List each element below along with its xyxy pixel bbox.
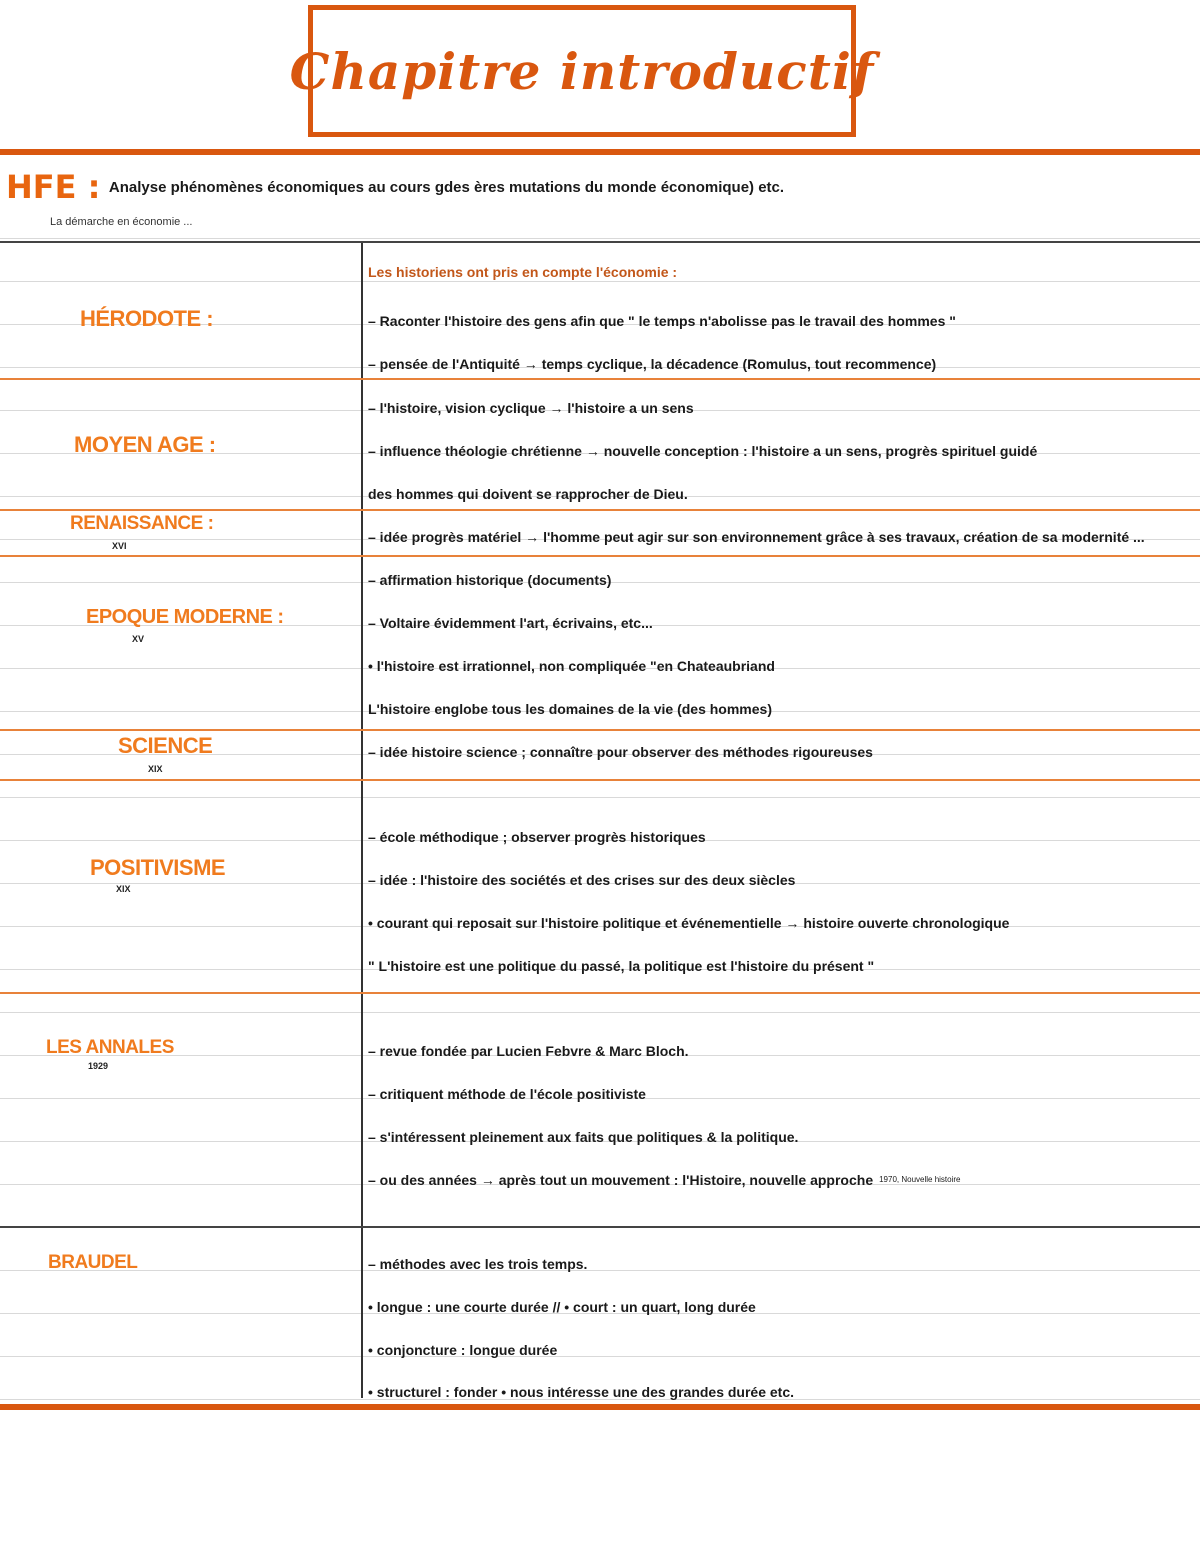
section-label-epoque-moderne: EPOQUE MODERNE : bbox=[86, 606, 284, 628]
note-line: • l'histoire est irrationnel, non compliquée "en Chateaubriand bbox=[368, 658, 775, 674]
section-label-les-annales: LES ANNALES bbox=[46, 1037, 174, 1058]
note-line: L'histoire englobe tous les domaines de la vie (des hommes) bbox=[368, 701, 772, 717]
section-label-herodote: HÉRODOTE : bbox=[80, 306, 214, 331]
header-rule bbox=[0, 241, 1200, 243]
note-line: des hommes qui doivent se rapprocher de Dieu. bbox=[368, 486, 688, 502]
note-line: " L'histoire est une politique du passé, la politique est l'histoire du présent " bbox=[368, 958, 875, 974]
section-divider bbox=[0, 779, 1200, 781]
column-divider bbox=[361, 243, 363, 1398]
note-line: Les historiens ont pris en compte l'économie : bbox=[368, 264, 678, 280]
page-title: Chapitre introductif bbox=[289, 41, 875, 101]
note-line bbox=[368, 1168, 1194, 1192]
note-line: – idée progrès matériel → l'homme peut agir sur son environnement grâce à ses travaux, création de sa modernité ... bbox=[368, 529, 1145, 545]
note-line: • conjoncture : longue durée bbox=[368, 1342, 558, 1358]
section-divider bbox=[0, 555, 1200, 557]
hfe-label: HFE : bbox=[6, 168, 101, 206]
section-divider bbox=[0, 1226, 1200, 1228]
note-line: – Raconter l'histoire des gens afin que " le temps n'abolisse pas le travail des hommes " bbox=[368, 313, 956, 329]
note-line: – revue fondée par Lucien Febvre & Marc Bloch. bbox=[368, 1043, 689, 1059]
section-sub: XVI bbox=[112, 541, 127, 551]
section-divider bbox=[0, 729, 1200, 731]
note-line: • longue : une courte durée // • court : un quart, long durée bbox=[368, 1299, 756, 1315]
section-label-moyen-age: MOYEN AGE : bbox=[74, 432, 216, 457]
note-line: – idée : l'histoire des sociétés et des crises sur des deux siècles bbox=[368, 872, 796, 888]
note-line: • courant qui reposait sur l'histoire politique et événementielle → histoire ouverte chronologique bbox=[368, 915, 1010, 931]
hfe-text: Analyse phénomènes économiques au cours gdes ères mutations du monde économique) etc. bbox=[108, 178, 785, 196]
section-sub: XV bbox=[132, 634, 145, 644]
note-line: – pensée de l'Antiquité → temps cyclique, la décadence (Romulus, tout recommence) bbox=[368, 356, 937, 372]
section-sub: XIX bbox=[116, 884, 131, 894]
note-line: – méthodes avec les trois temps. bbox=[368, 1256, 588, 1272]
bottom-orange-rule bbox=[0, 1404, 1200, 1410]
note-line: – influence théologie chrétienne → nouvelle conception : l'histoire a un sens, progrès spirituel guidé bbox=[368, 443, 1038, 459]
note-line: – école méthodique ; observer progrès historiques bbox=[368, 829, 706, 845]
note-line: – Voltaire évidemment l'art, écrivains, etc... bbox=[368, 615, 653, 631]
hfe-definition bbox=[6, 168, 1196, 208]
note-line: • structurel : fonder • nous intéresse une des grandes durée etc. bbox=[368, 1384, 795, 1400]
note-line-text: – ou des années → après tout un mouvement : l'Histoire, nouvelle approche bbox=[368, 1172, 874, 1188]
note-superscript: 1970, Nouvelle histoire bbox=[879, 1175, 961, 1184]
hfe-subtext: La démarche en économie ... bbox=[50, 216, 193, 228]
section-label-braudel: BRAUDEL bbox=[48, 1252, 138, 1273]
section-divider bbox=[0, 378, 1200, 380]
section-sub: XIX bbox=[148, 764, 163, 774]
section-divider bbox=[0, 992, 1200, 994]
section-divider bbox=[0, 509, 1200, 511]
note-line: – affirmation historique (documents) bbox=[368, 572, 612, 588]
top-orange-rule bbox=[0, 149, 1200, 155]
section-label-science: SCIENCE bbox=[118, 733, 213, 758]
note-line: – s'intéressent pleinement aux faits que politiques & la politique. bbox=[368, 1129, 799, 1145]
note-line: – l'histoire, vision cyclique → l'histoire a un sens bbox=[368, 400, 694, 416]
section-label-positivisme: POSITIVISME bbox=[90, 855, 226, 880]
section-label-renaissance: RENAISSANCE : bbox=[70, 513, 214, 534]
title-box bbox=[289, 5, 875, 137]
note-line: – critiquent méthode de l'école positiviste bbox=[368, 1086, 646, 1102]
note-line: – idée histoire science ; connaître pour observer des méthodes rigoureuses bbox=[368, 744, 873, 760]
section-sub: 1929 bbox=[88, 1061, 109, 1071]
